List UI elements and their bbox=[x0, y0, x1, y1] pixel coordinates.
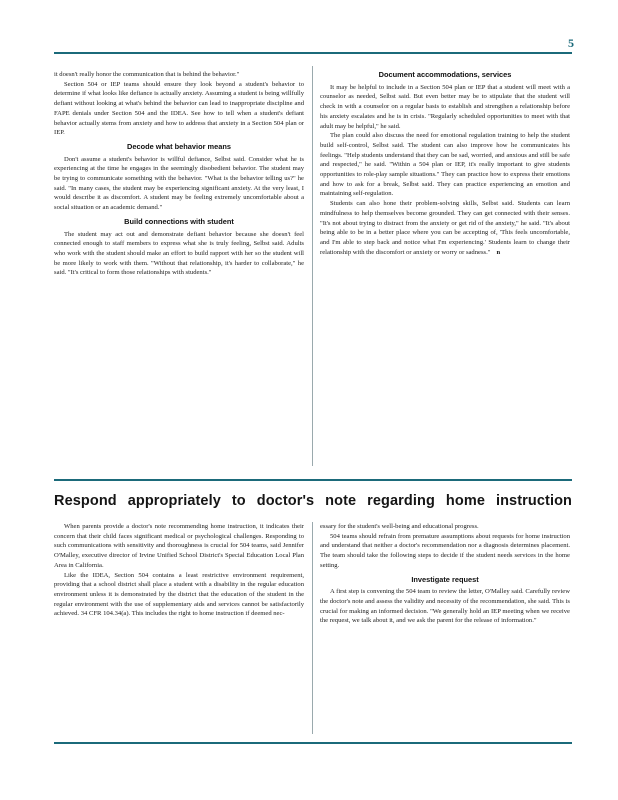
paragraph: The plan could also discuss the need for emotional regulation training to help the student build self-control, Selbst said. The student can also improve how he communicates his feelings. "Help students understand that they can be sad, worried, and anxious and still be safe and respected," he said. "Within a 504 plan or IEP, it's really important to give students opportunities to role-play sample situations." They can practice how to express their emotions and how to ask for a break, Selbst said. They can practice experiencing an emotion and maintaining self-regulation. bbox=[320, 132, 570, 198]
section-rule bbox=[54, 479, 572, 481]
paragraph bbox=[320, 199, 570, 257]
article-left-column bbox=[54, 522, 304, 619]
article-right-column bbox=[320, 522, 570, 626]
article-continuation-left-column bbox=[54, 70, 304, 278]
article-headline: Respond appropriately to doctor's note regarding home instruction bbox=[54, 493, 572, 509]
subheading-document-accommodations: Document accommodations, services bbox=[378, 70, 512, 79]
paragraph: It may be helpful to include in a Section 504 plan or IEP that a student will meet with a counselor as needed, Selbst said. But even better may be to stipulate that the student will check in with a counselor on a regular basis to establish and strengthen a relationship before his anxiety escalates and he is in crisis. "Regularly scheduled opportunities to meet with that adult may be helpful," he said. bbox=[320, 83, 570, 130]
paragraph: Section 504 or IEP teams should ensure they look beyond a student's behavior to determine if what looks like defiance is actually anxiety. Assuming a student is being willfully defiant without looking at what's behind the behavior can lead to inappropriate discipline and FAPE denials under Section 504 and the IDEA. See how to tell when a student's defiant behavior actually stems from anxiety and how to address that anxiety in a Section 504 plan or IEP. bbox=[54, 80, 304, 137]
paragraph: A first step is convening the 504 team to review the letter, O'Malley said. Carefully review the doctor's note and assess the validity and necessity of the recommendation, she said. This is crucial for making an informed decision. "We generally hold an IEP meeting when we receive the request, we talk about it, and we ask the parent for the release of information." bbox=[320, 588, 570, 625]
paragraph: Like the IDEA, Section 504 contains a least restrictive environment requirement, providing that a school district shall place a student with a disability in the regular education environment unless it is demonstrated by the district that the education of the student in the regular environment with the use of supplementary aids and services cannot be satisfactorily achieved. 34 CFR 104.34(a). This includes the right to home instruction if deemed nec- bbox=[54, 571, 304, 618]
page-number: 5 bbox=[568, 36, 574, 50]
subheading-build-connections: Build connections with student bbox=[124, 216, 234, 226]
top-rule bbox=[54, 52, 572, 54]
subheading-decode-behavior: Decode what behavior means bbox=[127, 141, 231, 151]
paragraph: Don't assume a student's behavior is willful defiance, Selbst said. Consider what he is experiencing at the time he engages in the seemingly disobedient behavior. The student may be trying to communicate something with the behavior. "What is the behavior telling us?" he said. "In many cases, the student may be experiencing significant anxiety. At the very least, I would describe it as discomfort. A student may be feeling extremely uncomfortable about a social situation or an academic demand." bbox=[54, 155, 304, 212]
article-continuation-right-column bbox=[320, 70, 570, 257]
column-divider-bottom bbox=[312, 522, 313, 734]
paragraph: When parents provide a doctor's note recommending home instruction, it indicates their concern that their child faces significant medical or psychological challenges. Responding to such communications with sensitivity and thoroughness is crucial for 504 teams, said Jennifer O'Malley, executive director of Irvine Unified School District's Special Education Local Plan Area in California. bbox=[54, 523, 304, 569]
paragraph: essary for the student's well-being and educational progress. bbox=[320, 523, 479, 530]
column-divider-top bbox=[312, 66, 313, 466]
paragraph: 504 teams should refrain from premature assumptions about requests for home instruction and understand that neither a doctor's recommendation nor a diagnosis determines placement. The team should take the following steps to decide if the student needs services in the home setting. bbox=[320, 532, 570, 569]
subheading-investigate-request: Investigate request bbox=[411, 574, 479, 584]
bottom-rule bbox=[54, 742, 572, 744]
paragraph: The student may act out and demonstrate defiant behavior because she doesn't feel connected enough to staff members to express what she is truly feeling, Selbst said. Adults who work with the student should make an effort to build rapport with her so the student will be more likely to work with them. "Without that relationship, it's harder to collaborate," he said. "It's critical to form those relationships with students." bbox=[54, 230, 304, 277]
end-of-article-mark: n bbox=[496, 248, 501, 256]
paragraph-text: Students can also hone their problem-solving skills, Selbst said. Students can learn mindfulness to help themselves become grounded. They can get connected with their senses. "It's not about trying to distract from the anxiety or get rid of the anxiety," he said. "It's about being able to be in a better place where you can be accepting of, 'This feels uncomfortable, and I'm able to step back and notice what I'm experiencing.' Students learn to change their relationship with the discomfort or anxiety or worry or sadness." bbox=[320, 200, 570, 256]
paragraph: it doesn't really honor the communication that is behind the behavior." bbox=[54, 71, 240, 78]
